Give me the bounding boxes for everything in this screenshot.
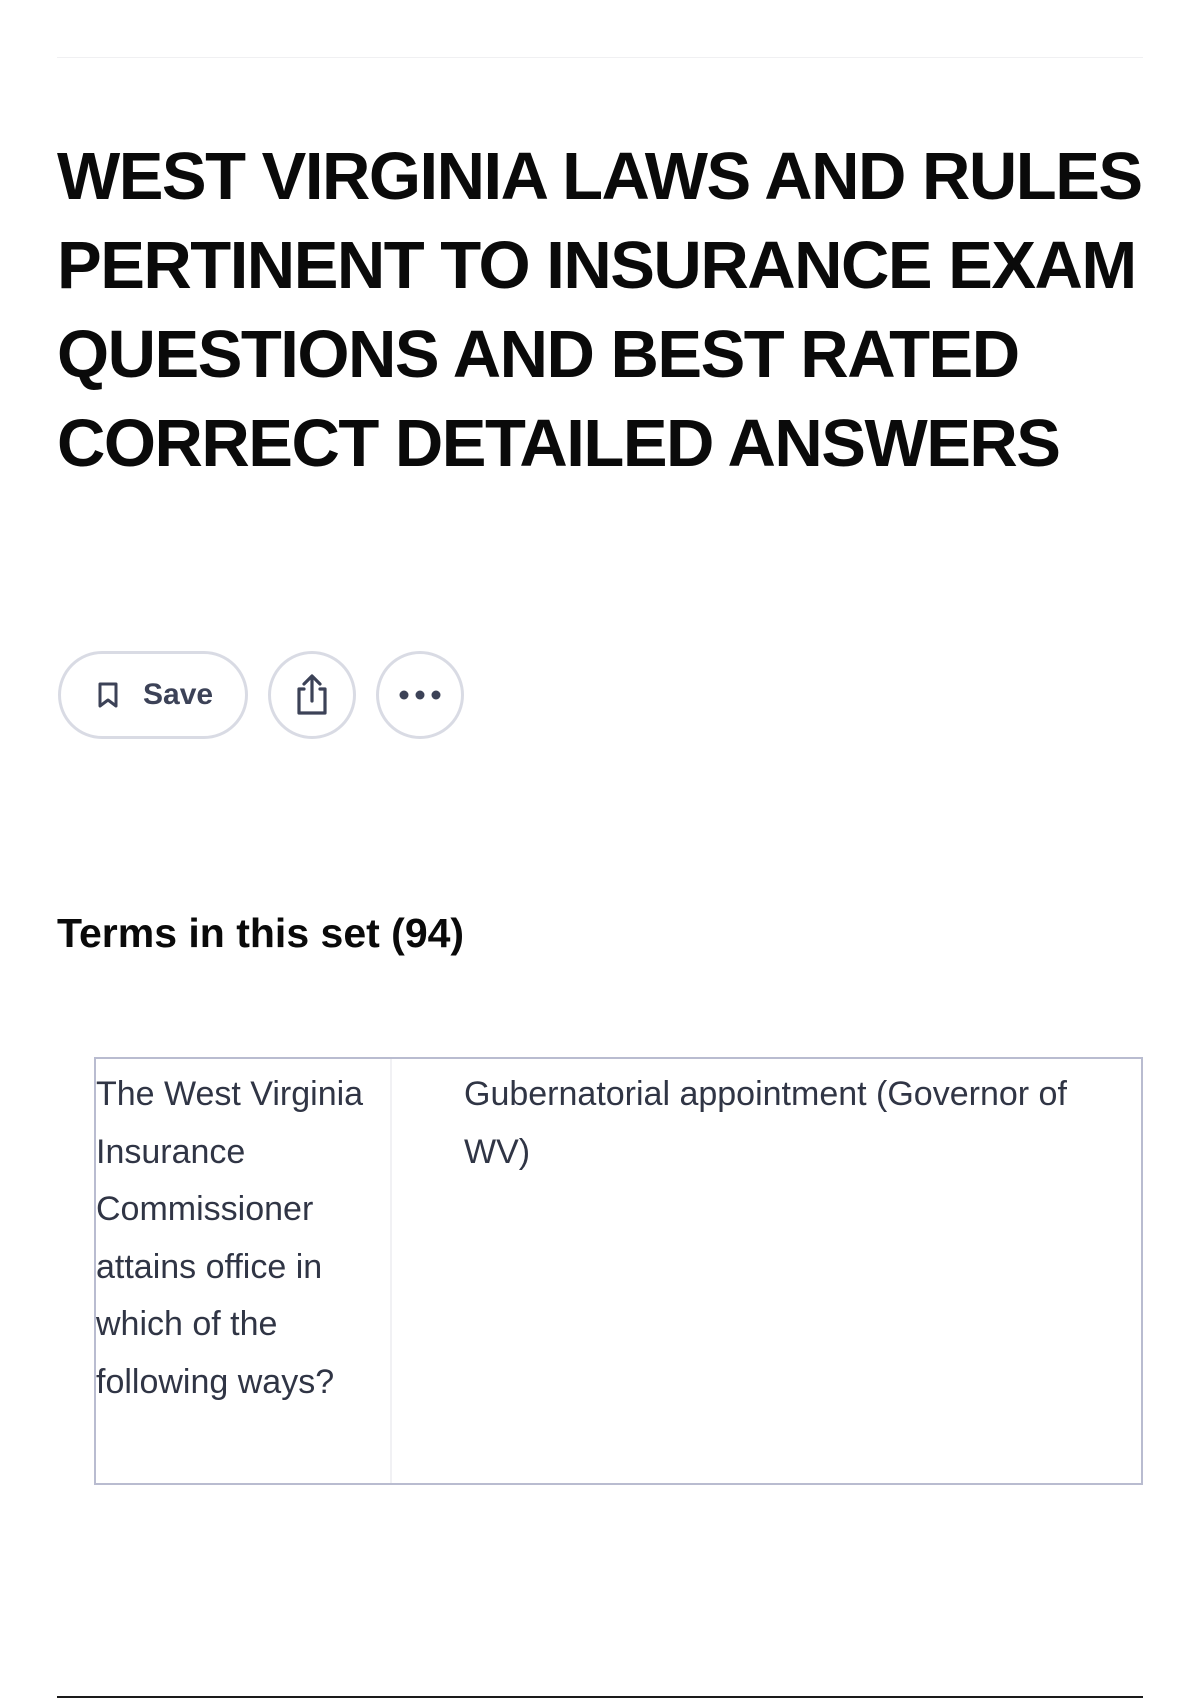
terms-count-heading: Terms in this set (94) <box>57 910 465 956</box>
top-divider <box>57 57 1143 58</box>
term-text: The West Virginia Insurance Commissioner attains office in which of the following ways? <box>96 1059 392 1483</box>
save-button-label: Save <box>143 678 214 711</box>
share-icon <box>292 673 332 717</box>
page-title: WEST VIRGINIA LAWS AND RULES PERTINENT TO INSURANCE EXAM QUESTIONS AND BEST RATED CORRECT DETAILED ANSWERS <box>57 139 1142 481</box>
save-button[interactable] <box>58 651 248 739</box>
share-button[interactable] <box>268 651 356 739</box>
more-options-button[interactable] <box>376 651 464 739</box>
more-horizontal-icon <box>398 689 442 701</box>
action-bar <box>58 651 464 739</box>
term-card <box>94 1057 1143 1485</box>
bookmark-icon <box>97 681 119 709</box>
definition-text: Gubernatorial appointment (Governor of WV) <box>464 1075 1067 1171</box>
bottom-divider <box>57 1696 1143 1698</box>
